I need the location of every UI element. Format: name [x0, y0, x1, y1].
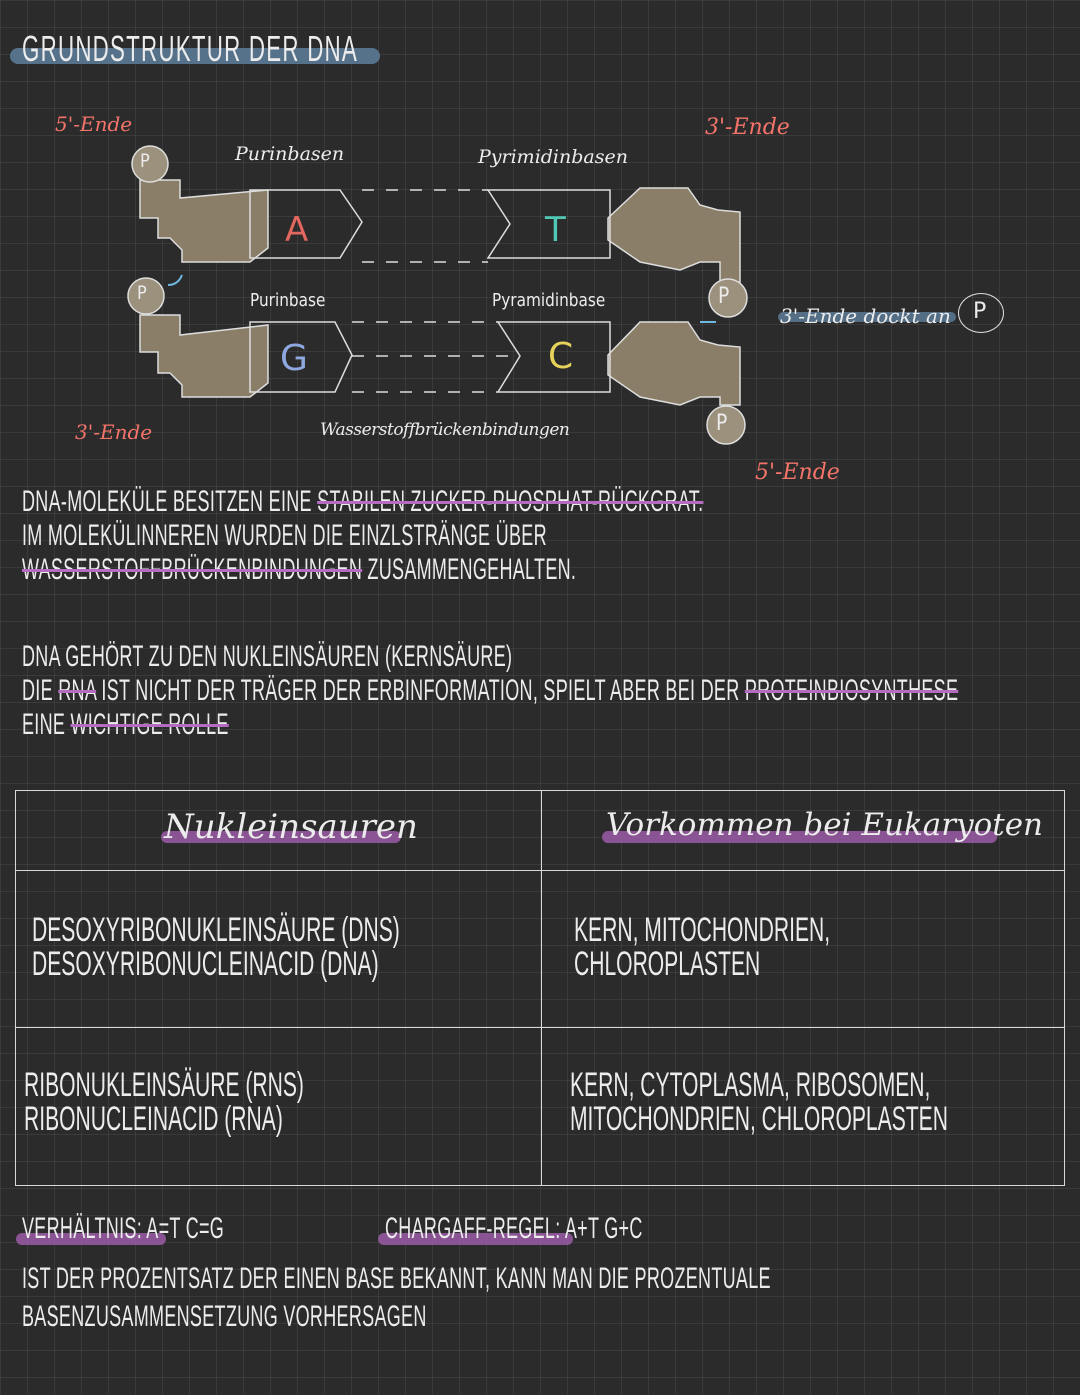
dna-name-de: DESOXYRIBONUKLEINSÄURE (DNS) — [32, 911, 400, 949]
label-5-end-top: 5'-Ende — [55, 112, 133, 136]
footer-line3: BASENZUSAMMENSETZUNG VORHERSAGEN — [22, 1300, 427, 1333]
label-pyramidinbase: Pyramidinbase — [492, 290, 606, 311]
chargaff-rule: CHARGAFF-REGEL: A+T G+C — [385, 1212, 643, 1245]
phosphate-label: P — [137, 282, 147, 304]
header-nucleic-acids: Nukleinsauren — [164, 807, 418, 847]
paragraph2-line2: DIE RNA IST NICHT DER TRÄGER DER ERBINFORMATION, SPIELT ABER BEI DER PROTEINBIOSYNTHESE — [22, 674, 959, 707]
header-occurrence: Vorkommen bei Eukaryoten — [606, 807, 1044, 843]
table-header-row — [16, 791, 1065, 871]
base-t-letter: T — [545, 210, 566, 250]
table-cell — [16, 1028, 542, 1186]
label-3-end-top-right: 3'-Ende — [705, 115, 790, 140]
rna-occurrence-line1: KERN, CYTOPLASMA, RIBOSOMEN, — [570, 1066, 931, 1104]
table-row — [16, 1028, 1065, 1186]
sugar-backbone-right-top — [608, 188, 740, 290]
table-cell — [542, 1028, 1065, 1186]
sugar-backbone-right-bottom — [608, 322, 740, 405]
dna-occurrence-line2: CHLOROPLASTEN — [574, 945, 761, 983]
label-3-end-bottom-left: 3'-Ende — [75, 420, 153, 444]
table-cell — [542, 871, 1065, 1028]
table-row — [16, 871, 1065, 1028]
table-header-cell — [16, 791, 542, 871]
sugar-backbone-left-top — [140, 180, 268, 262]
base-c-letter: C — [548, 336, 574, 377]
phosphate-label: P — [718, 284, 730, 309]
paragraph1-line2: IM MOLEKÜLINNEREN WURDEN DIE EINZLSTRÄNGE ÜBER — [22, 519, 547, 552]
label-5-end-bottom-right: 5'-Ende — [755, 460, 840, 485]
paragraph1-line1: DNA-MOLEKÜLE BESITZEN EINE STABILEN ZUCKER-PHOSPHAT-RÜCKGRAT. — [22, 485, 704, 518]
phosphate-circle — [132, 146, 168, 182]
label-purinbasen: Purinbasen — [235, 143, 345, 165]
phosphate-circle-note — [958, 293, 1004, 333]
label-hydrogen-bonds: Wasserstoffbrückenbindungen — [320, 420, 570, 440]
ratio-text: VERHÄLTNIS: A=T C=G — [22, 1212, 225, 1245]
base-g-letter: G — [280, 338, 308, 379]
paragraph1-line3: WASSERSTOFFBRÜCKENBINDUNGEN ZUSAMMENGEHALTEN. — [22, 553, 577, 586]
phosphate-label: P — [716, 411, 728, 436]
paragraph2-line3: EINE WICHTIGE ROLLE — [22, 708, 229, 741]
dna-occurrence-line1: KERN, MITOCHONDRIEN, — [574, 911, 831, 949]
phosphate-label: P — [973, 299, 987, 324]
label-3-end-docks: 3'-Ende dockt an — [780, 304, 951, 328]
phosphate-label: P — [140, 150, 150, 172]
label-pyrimidinbasen: Pyrimidinbasen — [478, 146, 628, 168]
base-a-letter: A — [285, 210, 309, 250]
rna-occurrence-line2: MITOCHONDRIEN, CHLOROPLASTEN — [570, 1100, 948, 1138]
label-purinbase: Purinbase — [250, 290, 326, 311]
rna-name-en: RIBONUCLEINACID (RNA) — [24, 1100, 283, 1138]
page-title: GRUNDSTRUKTUR DER DNA — [22, 28, 359, 69]
dna-name-en: DESOXYRIBONUCLEINACID (DNA) — [32, 945, 379, 983]
table-header-cell — [542, 791, 1065, 871]
paragraph2-line1: DNA GEHÖRT ZU DEN NUKLEINSÄUREN (KERNSÄURE) — [22, 640, 513, 673]
footer-line2: IST DER PROZENTSATZ DER EINEN BASE BEKANNT, KANN MAN DIE PROZENTUALE — [22, 1262, 771, 1295]
nucleic-acids-table — [15, 790, 1065, 1186]
table-cell — [16, 871, 542, 1028]
rna-name-de: RIBONUKLEINSÄURE (RNS) — [24, 1066, 304, 1104]
arrow-icon — [168, 275, 182, 285]
sugar-backbone-left-bottom — [140, 315, 268, 397]
